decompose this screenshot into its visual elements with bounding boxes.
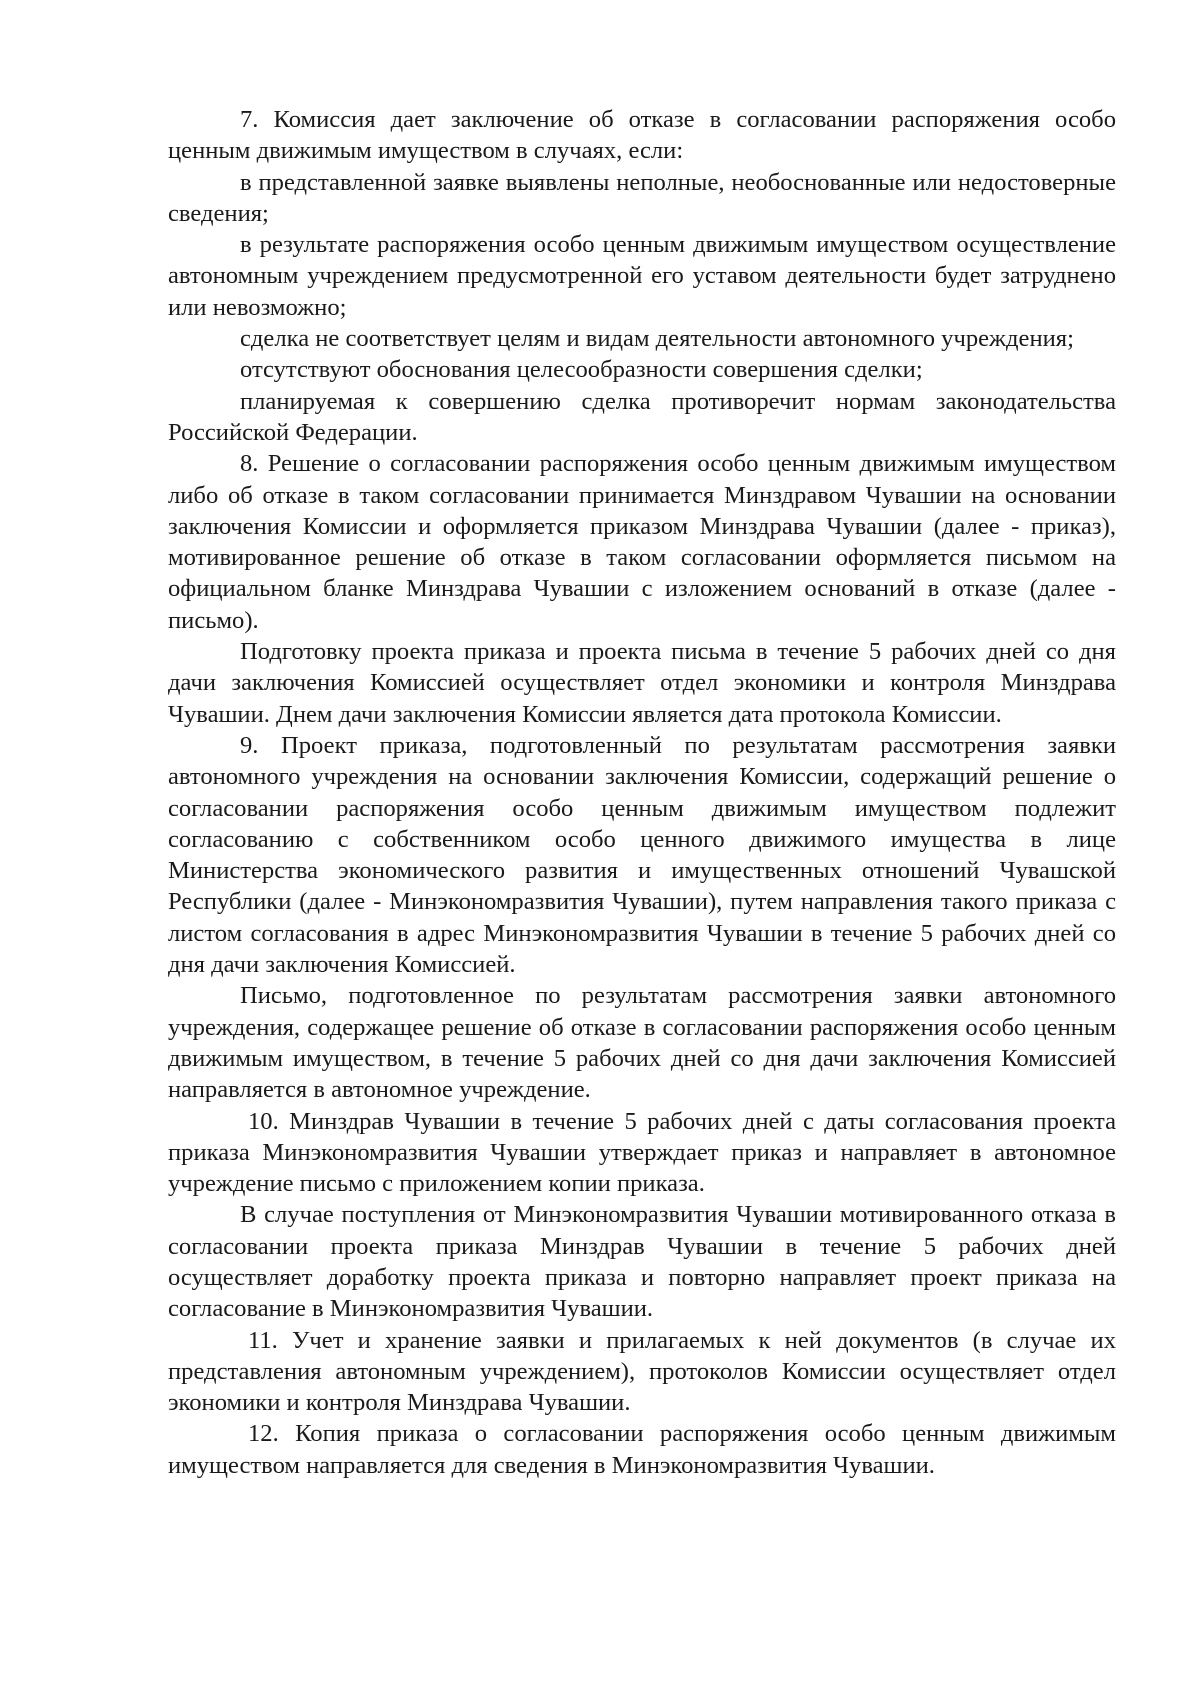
paragraph-item-7: 7. Комиссия дает заключение об отказе в согласовании распоряжения особо ценным движимым имуществом в случаях, если: <box>168 106 1116 165</box>
paragraph-no-justification: отсутствуют обоснования целесообразности совершения сделки; <box>240 356 923 384</box>
document-body <box>168 104 1116 1481</box>
paragraph-incomplete-data: в представленной заявке выявлены неполные, необоснованные или недостоверные сведения; <box>168 168 1116 227</box>
paragraph-item-11: 11. Учет и хранение заявки и прилагаемых к ней документов (в случае их представления автономным учреждением), протоколов Комиссии осуществляет отдел экономики и контроля Минздрава Чувашии. <box>168 1326 1116 1417</box>
paragraph-item-10: 10. Минздрав Чувашии в течение 5 рабочих дней с даты согласования проекта приказа Минэкономразвития Чувашии утверждает приказ и направляет в автономное учреждение письмо с приложением копии приказа. <box>168 1107 1116 1198</box>
paragraph-contradicts-law: планируемая к совершению сделка противоречит нормам законодательства Российской Федерации. <box>168 387 1116 446</box>
paragraph-letter: Письмо, подготовленное по результатам рассмотрения заявки автономного учреждения, содержащее решение об отказе в согласовании распоряжения особо ценным движимым имуществом, в течение 5 рабочих дней со дня дачи заключения Комиссией направляется в автономное учреждение. <box>168 982 1116 1104</box>
paragraph-activity-impeded: в результате распоряжения особо ценным движимым имуществом осуществление автономным учреждением предусмотренной его уставом деятельности будет затруднено или невозможно; <box>168 231 1116 321</box>
paragraph-refusal-case: В случае поступления от Минэкономразвития Чувашии мотивированного отказа в согласовании проекта приказа Минздрав Чувашии в течение 5 рабочих дней осуществляет доработку проекта приказа и повторно направляет проект приказа на согласование в Минэкономразвития Чувашии. <box>168 1201 1116 1323</box>
paragraph-item-8: 8. Решение о согласовании распоряжения особо ценным движимым имуществом либо об отказе в таком согласовании принимается Минздравом Чувашии на основании заключения Комиссии и оформляется приказом Минздрава Чувашии (далее - приказ), мотивированное решение об отказе в таком согласовании оформляется письмом на официальном бланке Минздрава Чувашии с изложением оснований в отказе (далее - письмо). <box>168 450 1116 634</box>
paragraph-deal-mismatch: сделка не соответствует целям и видам деятельности автономного учреждения; <box>240 325 1074 353</box>
paragraph-item-9: 9. Проект приказа, подготовленный по результатам рассмотрения заявки автономного учреждения на основании заключения Комиссии, содержащий решение о согласовании распоряжения особо ценным движимым имуществом подлежит согласованию с собственником особо ценного движимого имущества в лице Министерства экономического развития и имущественных отношений Чувашской Республики (далее - Минэкономразвития Чувашии), путем направления такого приказа с листом согласования в адрес Минэкономразвития Чувашии в течение 5 рабочих дней со дня дачи заключения Комиссией. <box>168 731 1116 979</box>
paragraph-preparation: Подготовку проекта приказа и проекта письма в течение 5 рабочих дней со дня дачи заключения Комиссией осуществляет отдел экономики и контроля Минздрава Чувашии. Днем дачи заключения Комиссии является дата протокола Комиссии. <box>168 638 1116 728</box>
paragraph-item-12: 12. Копия приказа о согласовании распоряжения особо ценным движимым имуществом направляется для сведения в Минэкономразвития Чувашии. <box>168 1420 1116 1479</box>
